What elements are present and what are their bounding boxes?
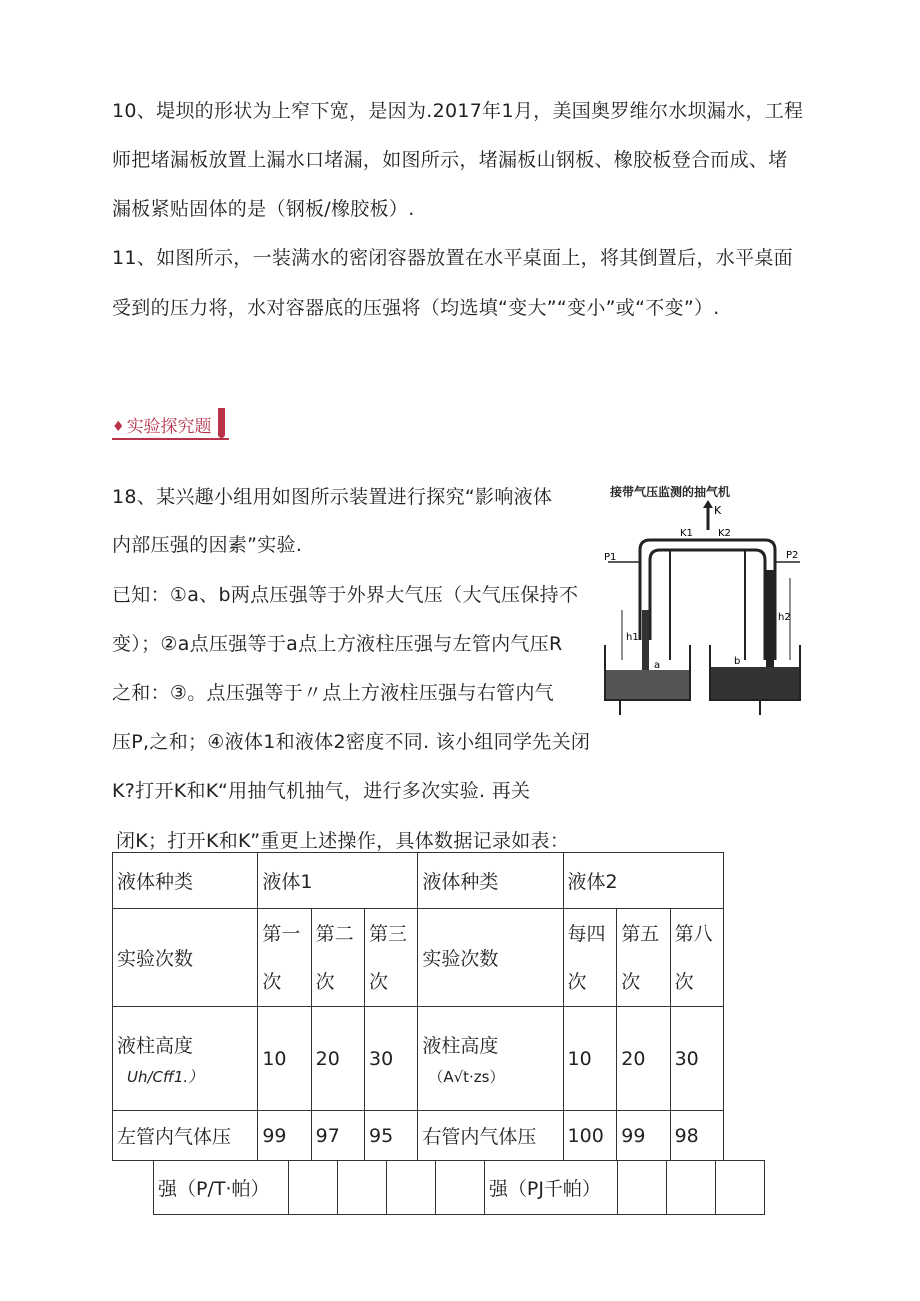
table-cell: 液体种类 <box>113 853 258 909</box>
section-title <box>112 402 229 440</box>
table-cell: 100 <box>563 1111 617 1161</box>
table-cell: 99 <box>617 1111 670 1161</box>
table-cell <box>337 1161 386 1215</box>
table-cell-unit: Uh/Cff1.） <box>127 1067 204 1086</box>
table-cell: 99 <box>258 1111 311 1161</box>
table-cell: 95 <box>365 1111 418 1161</box>
table-cell: 第一次 <box>258 909 311 1007</box>
table-cell <box>113 1007 258 1111</box>
table-row <box>154 1161 765 1215</box>
table-cell: 右管内气体压 <box>418 1111 563 1161</box>
figure-caption: 接带气压监测的抽气机 <box>610 485 731 499</box>
q10-line-2: 师把堵漏板放置上漏水口堵漏，如图所示，堵漏板山钢板、橡胶板登合而成、堵 <box>112 149 788 171</box>
table-cell: 97 <box>311 1111 364 1161</box>
q11-line-1: 11、如图所示，一装满水的密闭容器放置在水平桌面上，将其倒置后，水平桌面 <box>112 247 793 269</box>
figure-b-label: b <box>734 656 741 667</box>
table-row <box>113 909 724 1007</box>
data-table-continued <box>153 1160 765 1215</box>
table-cell <box>289 1161 338 1215</box>
q18-line-6: 压P,之和；④液体1和液体2密度不同. 该小组同学先关闭 <box>112 731 591 753</box>
section-title-text: 实验探究题 <box>126 417 212 437</box>
q10-line-3: 漏板紧贴固体的是（钢板/橡胶板）. <box>112 198 415 220</box>
table-cell <box>715 1161 764 1215</box>
table-cell: 实验次数 <box>113 909 258 1007</box>
q18-line-5: 之和：③。点压强等于〃点上方液柱压强与右管内气 <box>112 682 554 704</box>
table-cell: 10 <box>563 1007 617 1111</box>
table-cell: 98 <box>670 1111 723 1161</box>
figure-k1-label: K1 <box>680 528 693 539</box>
figure-k-label: K <box>714 504 722 517</box>
figure-p1-label: P1 <box>604 552 617 563</box>
table-cell <box>618 1161 667 1215</box>
data-table <box>112 852 724 1161</box>
table-cell: 第八次 <box>670 909 723 1007</box>
table-cell <box>435 1161 484 1215</box>
table-cell <box>386 1161 435 1215</box>
table-cell <box>667 1161 716 1215</box>
table-cell <box>418 1007 563 1111</box>
diamond-icon: ♦ <box>112 419 125 435</box>
table-cell: 20 <box>617 1007 670 1111</box>
table-cell: 20 <box>311 1007 364 1111</box>
table-cell: 强（PJ千帕） <box>484 1161 617 1215</box>
q18-line-1: 18、某兴趣小组用如图所示装置进行探究“影响液体 <box>112 486 553 508</box>
table-cell: 30 <box>670 1007 723 1111</box>
table-cell: 第三次 <box>365 909 418 1007</box>
apparatus-figure <box>600 470 805 725</box>
table-row <box>113 1111 724 1161</box>
q18-line-7: K?打开K和K“用抽气机抽气，进行多次实验. 再关 <box>112 780 531 802</box>
figure-k2-label: K2 <box>718 528 731 539</box>
q10-line-1: 10、堤坝的形状为上窄下宽，是因为.2017年1月，美国奥罗维尔水坝漏水，工程 <box>112 100 804 122</box>
table-cell: 液体种类 <box>418 853 563 909</box>
q18-line-2: 内部压强的因素”实验. <box>112 534 303 556</box>
table-cell: 左管内气体压 <box>113 1111 258 1161</box>
table-cell: 第五次 <box>617 909 670 1007</box>
table-row <box>113 1007 724 1111</box>
table-cell: 液体1 <box>258 853 418 909</box>
table-cell-unit: （A√t·zs） <box>428 1067 505 1086</box>
table-cell: 实验次数 <box>418 909 563 1007</box>
figure-h1-label: h1 <box>626 632 639 643</box>
q11-line-2: 受到的压力将，水对容器底的压强将（均选填“变大”“变小”或“不变”）. <box>112 297 720 319</box>
table-cell: 每四次 <box>563 909 617 1007</box>
table-cell: 第二次 <box>311 909 364 1007</box>
figure-h2-label: h2 <box>778 612 791 623</box>
table-row <box>113 853 724 909</box>
figure-p2-label: P2 <box>786 550 799 561</box>
table-cell-label: 液柱高度 <box>117 1034 194 1057</box>
table-cell-label: 液柱高度 <box>422 1034 499 1057</box>
q18-line-4: 变）；②a点压强等于a点上方液柱压强与左管内气压R <box>112 633 563 655</box>
table-cell: 液体2 <box>563 853 723 909</box>
section-hook-icon <box>218 408 225 438</box>
figure-a-label: a <box>654 660 661 671</box>
q18-line-8: 闭K；打开K和K”重更上述操作，具体数据记录如表： <box>116 830 570 852</box>
table-cell: 30 <box>365 1007 418 1111</box>
q18-line-3: 已知：①a、b两点压强等于外界大气压（大气压保持不 <box>112 584 579 606</box>
table-cell: 强（P/T·帕） <box>154 1161 289 1215</box>
table-cell: 10 <box>258 1007 311 1111</box>
